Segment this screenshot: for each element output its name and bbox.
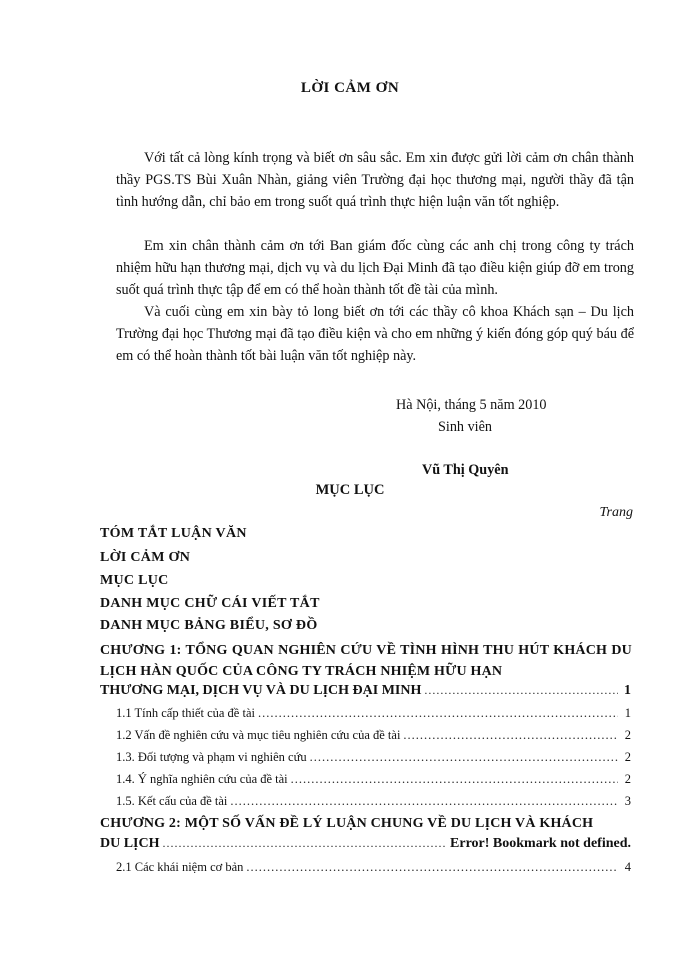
dot-leader <box>258 706 618 721</box>
toc-section-label: 1.4. Ý nghĩa nghiên cứu của đề tài <box>116 772 288 786</box>
author-name: Vũ Thị Quyên <box>422 462 509 478</box>
acknowledgement-title: LỜI CẢM ƠN <box>300 80 400 96</box>
paragraph-text: Và cuối cùng em xin bày tỏ long biết ơn tới các thầy cô khoa Khách sạn – Du lịch Trường đại học Thương mại đã tạo điều kiện và cho em những ý kiến đóng góp quý báu để em có thể hoàn thành tốt bài luận văn tốt nghiệp này. <box>116 304 634 364</box>
toc-page-number: 2 <box>624 750 631 764</box>
dot-leader <box>310 750 618 765</box>
toc-chapter-2-line[interactable] <box>100 836 631 852</box>
toc-section-label: 1.2 Vấn đề nghiên cứu và mục tiêu nghiên cứu của đề tài <box>116 728 401 742</box>
toc-entry-abbreviations[interactable]: DANH MỤC CHỮ CÁI VIẾT TẮT <box>100 596 320 611</box>
toc-chapter-2-last-line: DU LỊCH <box>100 836 160 851</box>
toc-page-number: Error! Bookmark not defined. <box>450 836 631 851</box>
paragraph-text: Với tất cả lòng kính trọng và biết ơn sâu sắc. Em xin được gửi lời cảm ơn chân thành thầy PGS.TS Bùi Xuân Nhàn, giảng viên Trường đại học thương mại, người thầy đã tận tình hướng dẫn, chỉ bảo em trong suốt quá trình thực hiện luận văn tốt nghiệp. <box>116 150 634 210</box>
dot-leader <box>246 860 618 875</box>
acknowledgement-paragraph-1 <box>116 147 634 213</box>
toc-section-label: 1.5. Kết cấu của đề tài <box>116 794 228 808</box>
toc-section-label: 2.1 Các khái niệm cơ bản <box>116 860 244 874</box>
toc-entry-tables-figures[interactable]: DANH MỤC BẢNG BIỂU, SƠ ĐỒ <box>100 618 318 633</box>
dot-leader <box>291 772 618 787</box>
dot-leader <box>403 728 618 743</box>
toc-entry-acknowledgement[interactable]: LỜI CẢM ƠN <box>100 550 191 565</box>
dot-leader <box>163 836 448 851</box>
toc-section-1-3[interactable] <box>116 750 631 765</box>
toc-entry-contents[interactable]: MỤC LỤC <box>100 573 169 588</box>
toc-section-2-1[interactable] <box>116 860 631 875</box>
toc-page-number: 1 <box>624 683 631 698</box>
toc-entry-summary[interactable]: TÓM TẮT LUẬN VĂN <box>100 526 247 541</box>
toc-chapter-1-last-line: THƯƠNG MẠI, DỊCH VỤ VÀ DU LỊCH ĐẠI MINH <box>100 683 422 698</box>
toc-section-label: 1.1 Tính cấp thiết của đề tài <box>116 706 255 720</box>
toc-section-label: 1.3. Đối tượng và phạm vi nghiên cứu <box>116 750 307 764</box>
toc-section-1-5[interactable] <box>116 794 631 809</box>
toc-title: MỤC LỤC <box>315 482 385 498</box>
dot-leader <box>230 794 618 809</box>
toc-page-number: 2 <box>624 772 631 786</box>
toc-section-1-2[interactable] <box>116 728 631 743</box>
toc-chapter-1-line[interactable] <box>100 683 631 699</box>
toc-section-1-4[interactable] <box>116 772 631 787</box>
acknowledgement-paragraph-2 <box>116 235 634 301</box>
toc-page-number: 2 <box>624 728 631 742</box>
toc-page-number: 1 <box>624 706 631 720</box>
toc-chapter-1-heading[interactable]: CHƯƠNG 1: TỔNG QUAN NGHIÊN CỨU VỀ TÌNH HÌNH THU HÚT KHÁCH DU LỊCH HÀN QUỐC CỦA CÔNG TY TRÁCH NHIỆM HỮU HẠN <box>100 643 632 679</box>
toc-page-number: 3 <box>624 794 631 808</box>
toc-page-column-header: Trang <box>599 505 633 520</box>
place-date: Hà Nội, tháng 5 năm 2010 <box>396 397 547 413</box>
acknowledgement-paragraph-3 <box>116 301 634 367</box>
toc-chapter-2-heading[interactable]: CHƯƠNG 2: MỘT SỐ VẤN ĐỀ LÝ LUẬN CHUNG VỀ DU LỊCH VÀ KHÁCH <box>100 816 594 831</box>
paragraph-text: Em xin chân thành cảm ơn tới Ban giám đốc cùng các anh chị trong công ty trách nhiệm hữu hạn thương mại, dịch vụ và du lịch Đại Minh đã tạo điều kiện giúp đỡ em trong suốt quá trình thực tập để em có thể hoàn thành tốt đề tài của mình. <box>116 238 634 298</box>
dot-leader <box>424 683 618 698</box>
toc-section-1-1[interactable] <box>116 706 631 721</box>
toc-page-number: 4 <box>624 860 631 874</box>
signer-role: Sinh viên <box>438 419 492 435</box>
